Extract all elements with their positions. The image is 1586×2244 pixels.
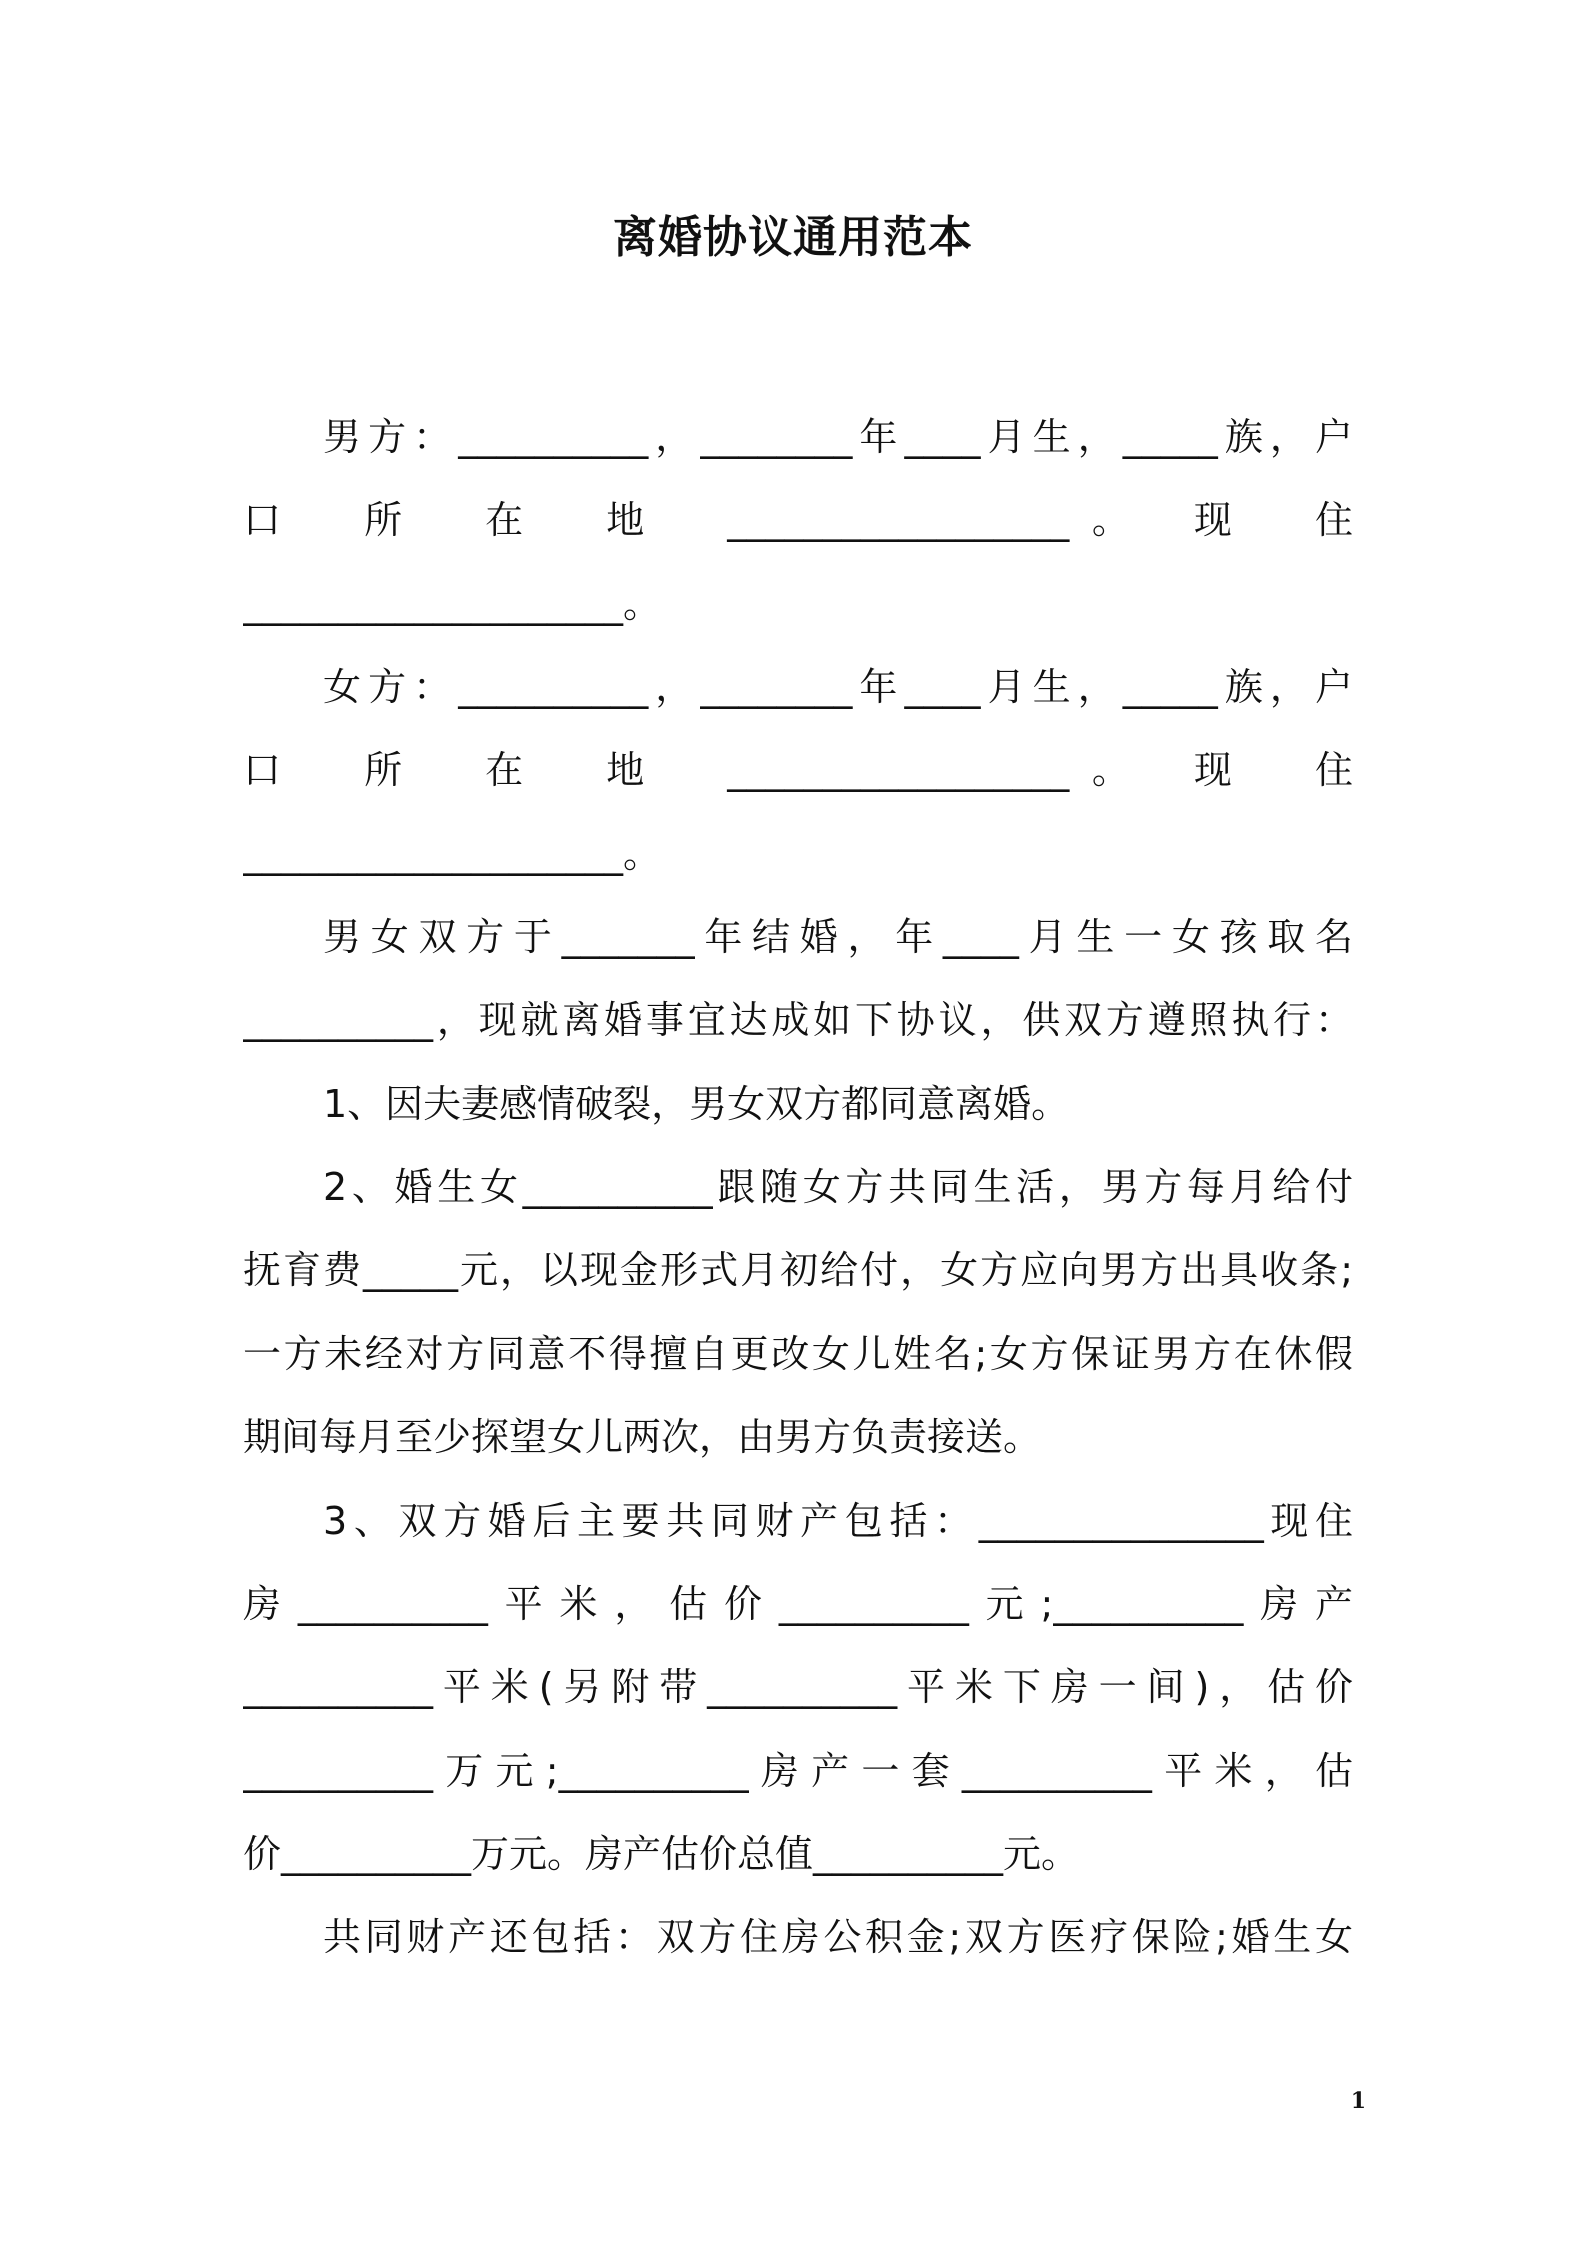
shared-property-line: 共同财产还包括：双方住房公积金;双方医疗保险;婚生女 bbox=[323, 1915, 1353, 1959]
clause-2-line: 2、婚生女__________跟随女方共同生活，男方每月给付 bbox=[323, 1165, 1353, 1209]
female-party-line: 女方：__________，________年____月生，_____族，户 bbox=[323, 665, 1353, 709]
intro-line: 男女双方于_______年结婚，年____月生一女孩取名 bbox=[323, 915, 1353, 959]
male-address-line: 口 所 在 地 __________________。 现 住 bbox=[243, 498, 1353, 542]
male-residence-line: ____________________。 bbox=[243, 582, 662, 626]
clause-1-line: 1、因夫妻感情破裂，男女双方都同意离婚。 bbox=[323, 1082, 1070, 1126]
clause-3-line: __________万元;__________房产一套__________平米，估 bbox=[243, 1749, 1353, 1793]
clause-3-line: 房__________平米，估价__________元;__________房产 bbox=[243, 1582, 1353, 1626]
clause-2-line: 一方未经对方同意不得擅自更改女儿姓名;女方保证男方在休假 bbox=[243, 1332, 1353, 1376]
clause-2-line: 抚育费_____元，以现金形式月初给付，女方应向男方出具收条; bbox=[243, 1248, 1353, 1292]
clause-3-line: 3、双方婚后主要共同财产包括：_______________现住 bbox=[323, 1499, 1353, 1543]
female-residence-line: ____________________。 bbox=[243, 832, 662, 876]
intro-line: __________，现就离婚事宜达成如下协议，供双方遵照执行： bbox=[243, 998, 1353, 1042]
female-address-line: 口 所 在 地 __________________。 现 住 bbox=[243, 748, 1353, 792]
page-number: 1 bbox=[1350, 2088, 1366, 2114]
document-title: 离婚协议通用范本 bbox=[613, 212, 973, 263]
clause-3-line: 价__________万元。房产估价总值__________元。 bbox=[243, 1832, 1080, 1876]
clause-3-line: __________平米(另附带__________平米下房一间)，估价 bbox=[243, 1665, 1353, 1709]
male-party-line: 男方：__________，________年____月生，_____族，户 bbox=[323, 415, 1353, 459]
clause-2-line: 期间每月至少探望女儿两次，由男方负责接送。 bbox=[243, 1415, 1042, 1459]
